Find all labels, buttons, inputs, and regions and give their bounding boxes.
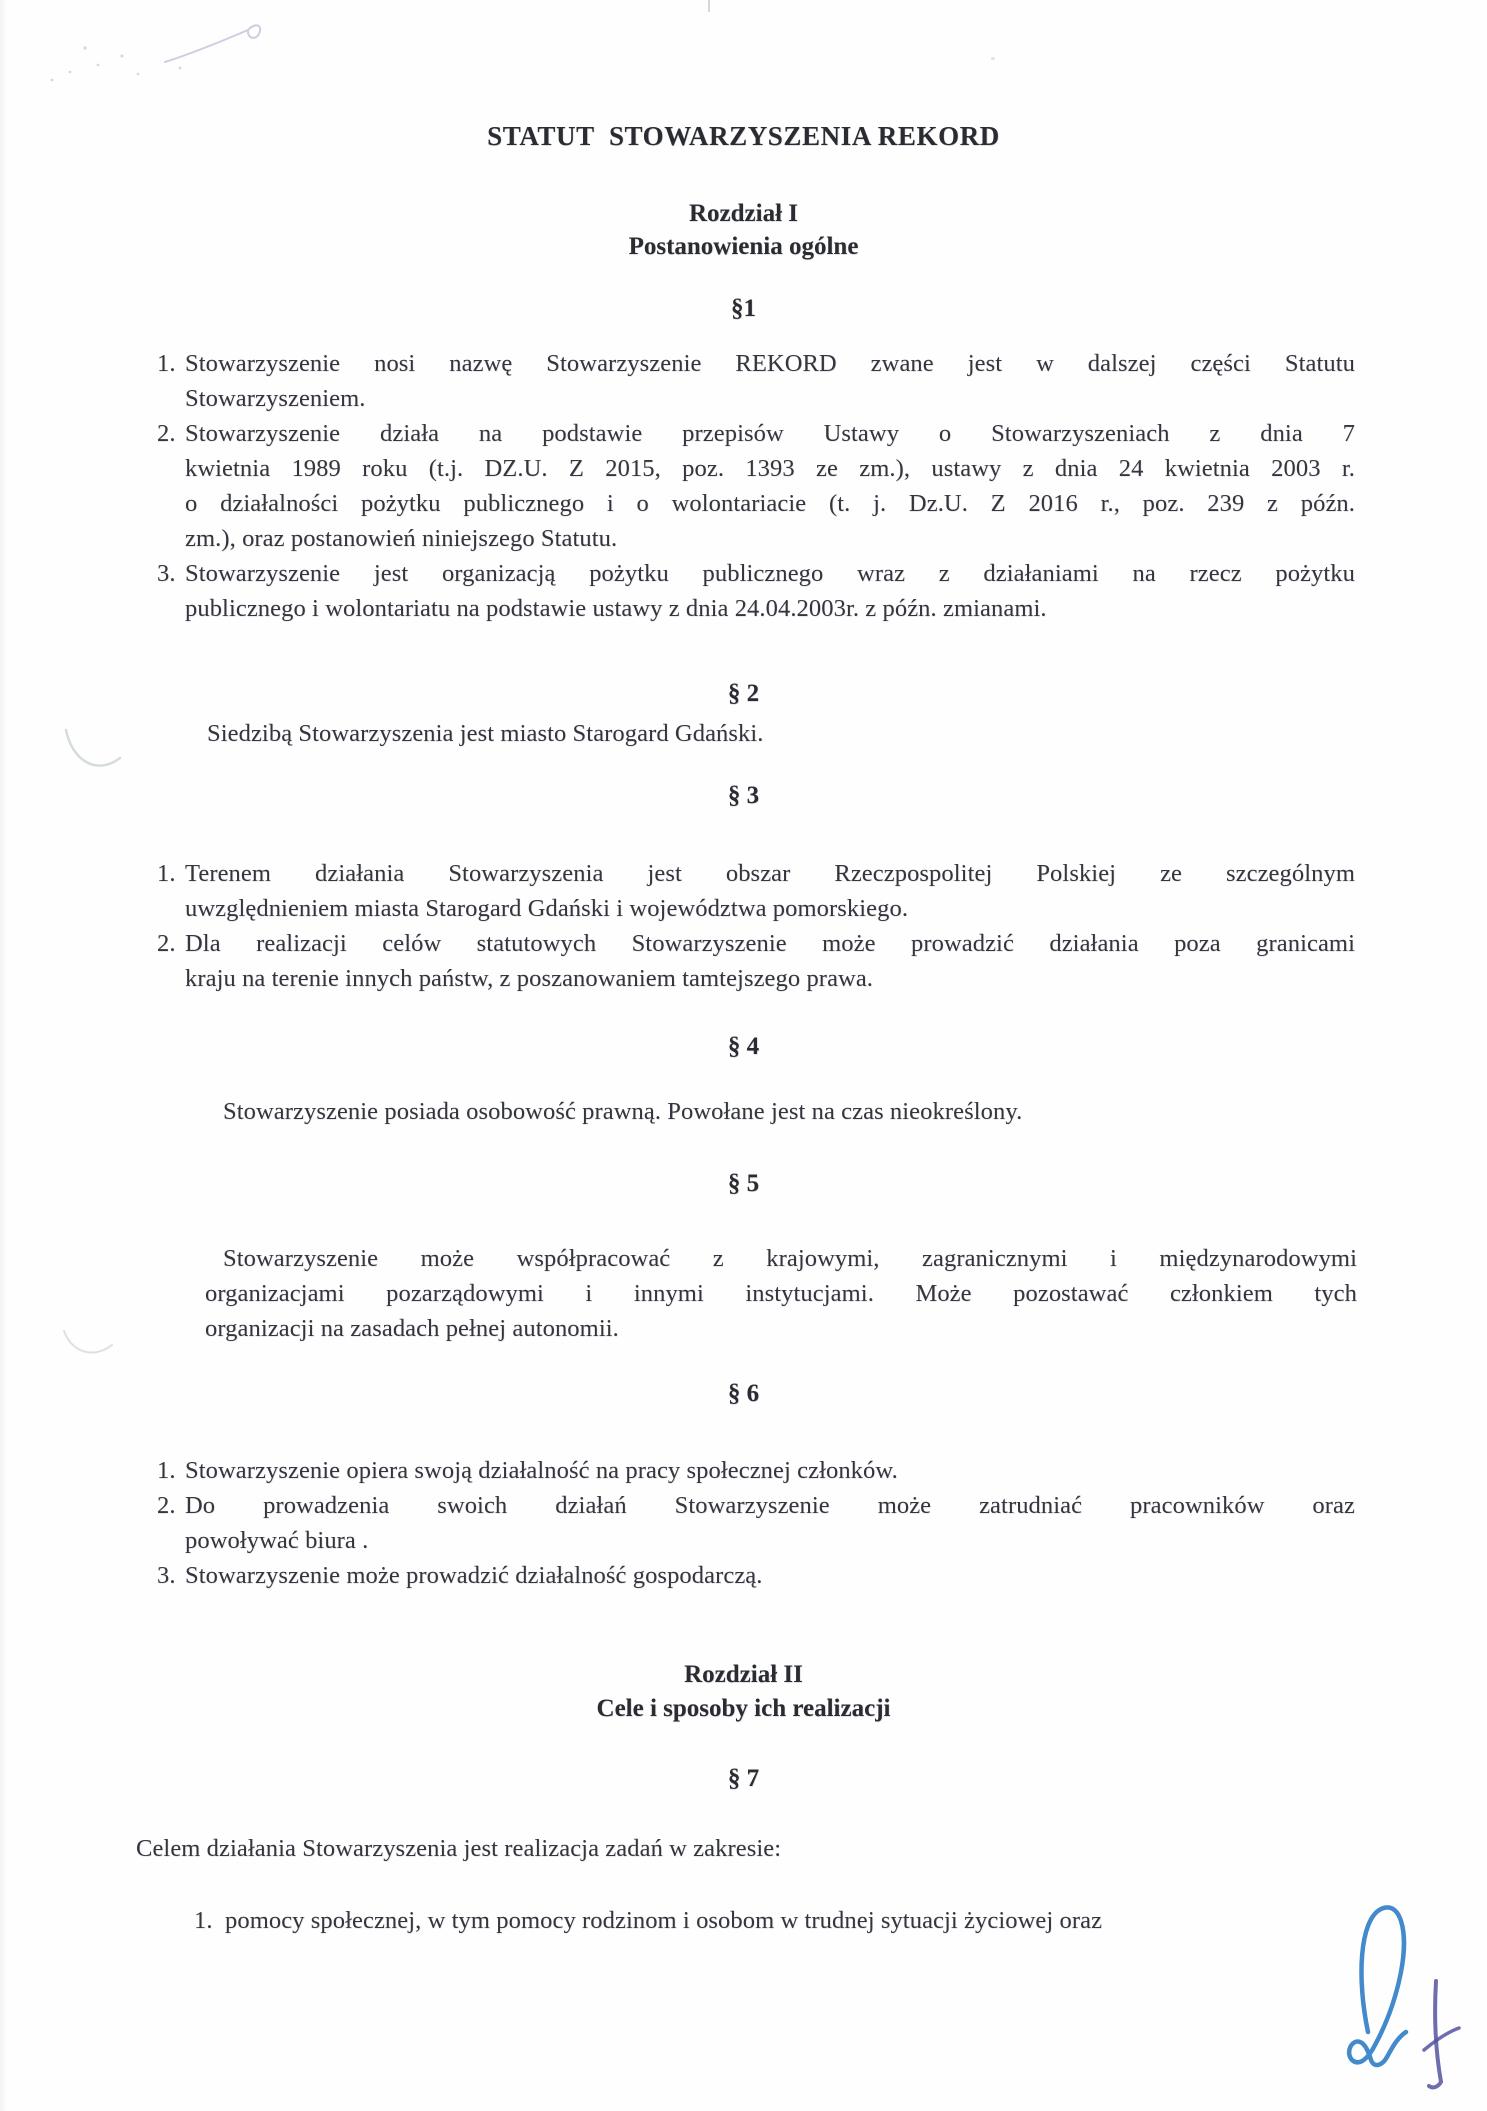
chapter-2-subtitle: Cele i sposoby ich realizacji [596, 1695, 891, 1722]
par-4-heading: § 4 [727, 1033, 760, 1060]
item-number: 3. [157, 560, 176, 587]
chapter-1-heading [0, 197, 1487, 263]
text-line: powoływać biura . [185, 1527, 369, 1554]
text-line: Stowarzyszeniem. [185, 385, 366, 412]
par-5-heading: § 5 [727, 1170, 760, 1197]
list-item [157, 1453, 1355, 1488]
item-number: 2. [157, 420, 176, 447]
list-item [157, 1558, 1355, 1593]
text-line: organizacji na zasadach pełnej autonomii. [205, 1315, 619, 1342]
par-3-list [157, 856, 1355, 996]
par-6-list [157, 1453, 1355, 1593]
chapter-1-subtitle: Postanowienia ogólne [628, 233, 859, 260]
list-item [157, 416, 1355, 556]
text-line: Do prowadzenia swoich działań Stowarzyszenie może zatrudniać pracowników oraz [185, 1492, 1355, 1519]
text-line: uwzględnieniem miasta Starogard Gdański i województwa pomorskiego. [185, 895, 909, 922]
text-line: Stowarzyszenie działa na podstawie przepisów Ustawy o Stowarzyszeniach z dnia 7 [185, 420, 1355, 447]
chapter-2-heading [0, 1658, 1487, 1726]
text-line: o działalności pożytku publicznego i o wolontariacie (t. j. Dz.U. Z 2016 r., poz. 239 z późn. [185, 490, 1355, 517]
text-line: Stowarzyszenie opiera swoją działalność na pracy społecznej członków. [185, 1457, 898, 1484]
binder-shadow-arc [58, 718, 128, 788]
par-6-heading: § 6 [727, 1380, 760, 1407]
list-item [157, 556, 1355, 626]
item-number: 2. [157, 1492, 176, 1519]
scan-speck [991, 57, 995, 60]
chapter-2-label: Rozdział II [684, 1661, 803, 1688]
par-3-heading: § 3 [727, 782, 760, 809]
item-number: 1. [157, 1457, 176, 1484]
list-item [157, 856, 1355, 926]
text-line: kwietnia 1989 roku (t.j. DZ.U. Z 2015, poz. 1393 ze zm.), ustawy z dnia 24 kwietnia 2003 r. [185, 455, 1355, 482]
text-line: Terenem działania Stowarzyszenia jest obszar Rzeczpospolitej Polskiej ze szczególnym [185, 860, 1355, 887]
par-2-heading: § 2 [727, 680, 760, 707]
pencil-scribble-mark [30, 10, 290, 90]
chapter-1-label: Rozdział I [688, 200, 799, 227]
list-item [194, 1903, 1355, 1938]
par-4-text: Stowarzyszenie posiada osobowość prawną. Powołane jest na czas nieokreślony. [223, 1098, 1023, 1125]
text-line: organizacjami pozarządowymi i innymi instytucjami. Może pozostawać członkiem tych [205, 1280, 1357, 1307]
document-title: STATUT STOWARZYSZENIA REKORD [487, 121, 1000, 151]
item-number: 1. [157, 350, 176, 377]
par-1-heading: §1 [731, 295, 756, 322]
par-2-text: Siedzibą Stowarzyszenia jest miasto Starogard Gdański. [207, 720, 764, 747]
item-number: 1. [157, 860, 176, 887]
binder-shadow-arc [60, 1325, 120, 1370]
text-line: pomocy społecznej, w tym pomocy rodzinom i osobom w trudnej sytuacji życiowej oraz [225, 1907, 1103, 1934]
item-number: 2. [157, 930, 176, 957]
par-5-paragraph [205, 1241, 1357, 1346]
list-item [157, 926, 1355, 996]
text-line: publicznego i wolontariatu na podstawie ustawy z dnia 24.04.2003r. z późn. zmianami. [185, 595, 1047, 622]
text-line: Stowarzyszenie może prowadzić działalność gospodarczą. [185, 1562, 763, 1589]
text-line: Dla realizacji celów statutowych Stowarzyszenie może prowadzić działania poza granicami [185, 930, 1355, 957]
text-line: Stowarzyszenie może współpracować z krajowymi, zagranicznymi i międzynarodowymi [223, 1245, 1357, 1272]
item-number: 1. [194, 1907, 213, 1934]
scan-edge-tick [708, 0, 710, 12]
par-1-list [157, 346, 1355, 626]
par-7-list [194, 1903, 1355, 1938]
text-line: Stowarzyszenie nosi nazwę Stowarzyszenie REKORD zwane jest w dalszej części Statutu [185, 350, 1355, 377]
par-7-intro: Celem działania Stowarzyszenia jest realizacja zadań w zakresie: [136, 1835, 782, 1862]
handwritten-signature [1283, 1880, 1487, 2108]
item-number: 3. [157, 1562, 176, 1589]
list-item [157, 1488, 1355, 1558]
list-item [157, 346, 1355, 416]
par-7-heading: § 7 [727, 1765, 760, 1792]
text-line: kraju na terenie innych państw, z poszanowaniem tamtejszego prawa. [185, 965, 874, 992]
text-line: zm.), oraz postanowień niniejszego Statutu. [185, 525, 618, 552]
text-line: Stowarzyszenie jest organizacją pożytku publicznego wraz z działaniami na rzecz pożytku [185, 560, 1355, 587]
